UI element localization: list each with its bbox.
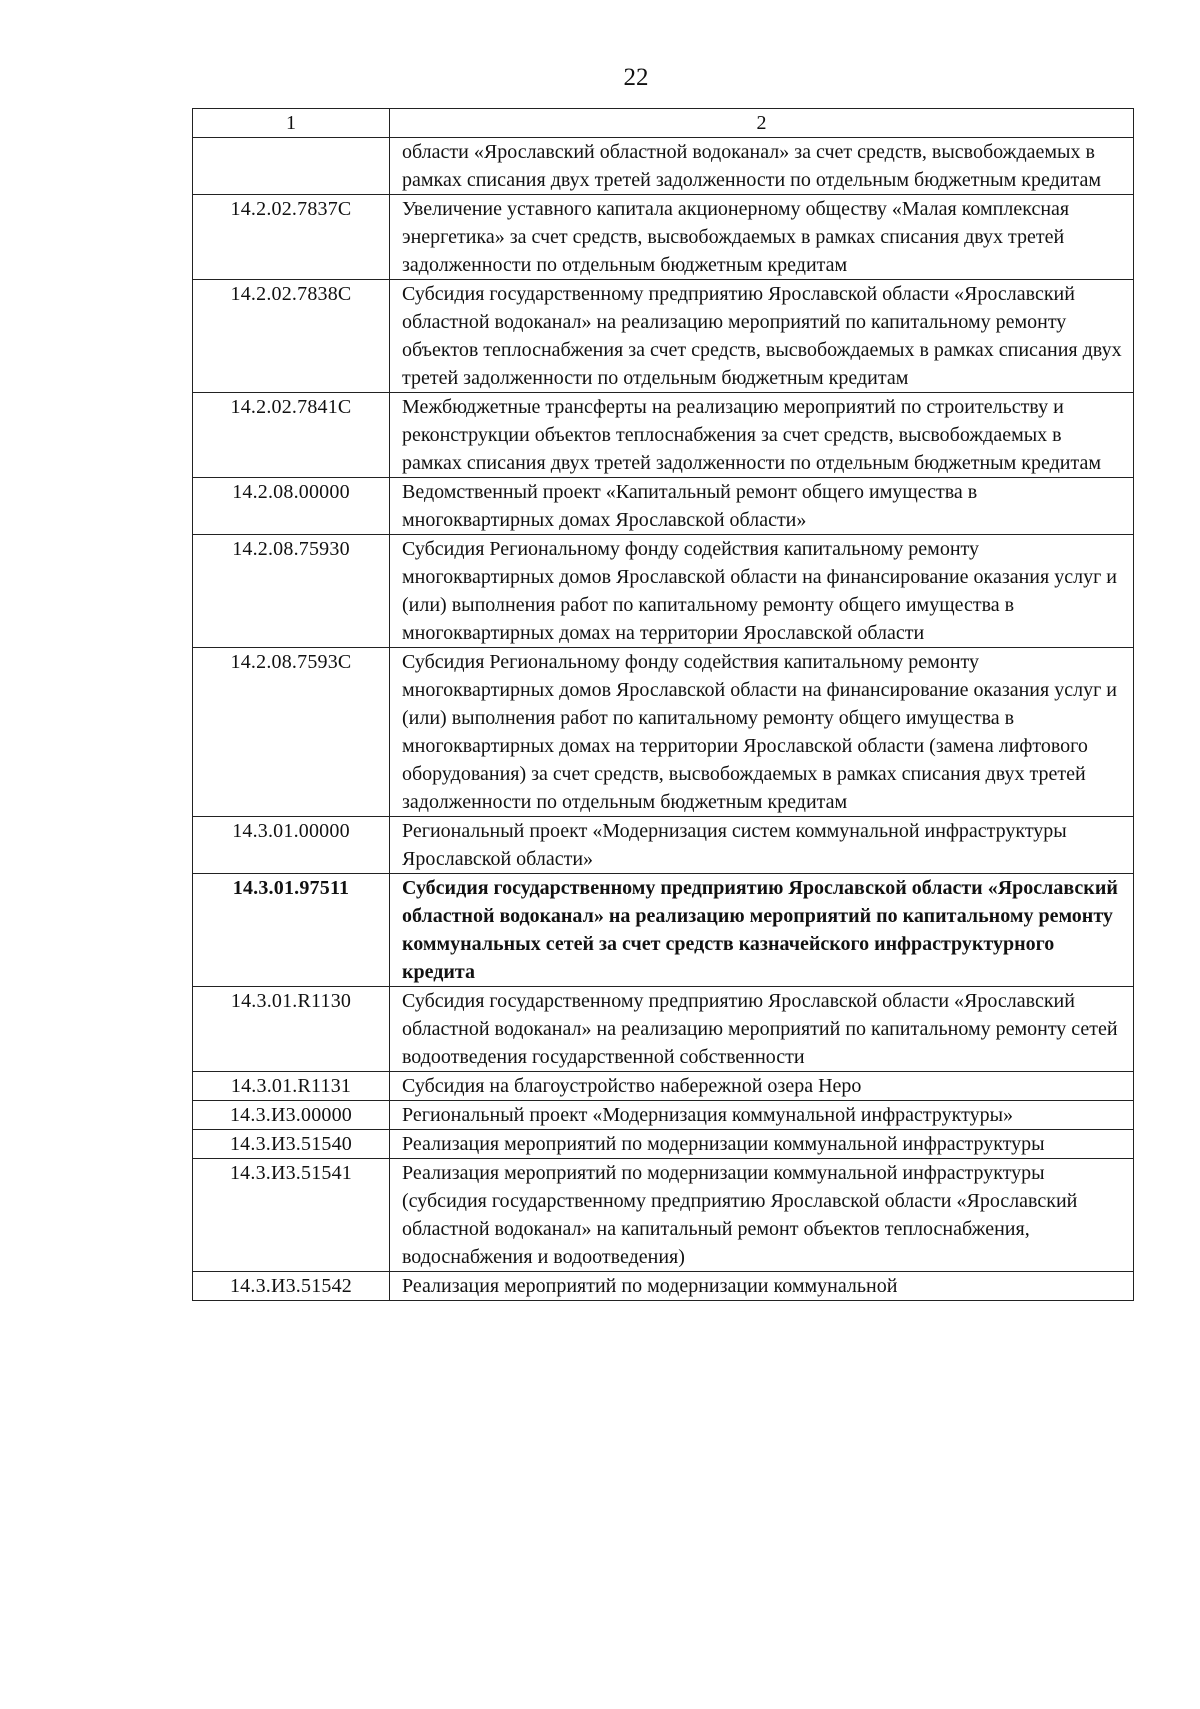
table-row [193,1130,1134,1159]
row-description: Региональный проект «Модернизация систем коммунальной инфраструктуры Ярославской области» [390,817,1134,874]
row-code: 14.3.И3.51540 [193,1130,390,1159]
row-code: 14.3.01.00000 [193,817,390,874]
row-code: 14.3.И3.00000 [193,1101,390,1130]
row-code: 14.2.08.00000 [193,478,390,535]
table-row [193,535,1134,648]
table-row [193,817,1134,874]
table-row [193,393,1134,478]
row-code: 14.2.02.7837С [193,195,390,280]
row-description: Субсидия Региональному фонду содействия капитальному ремонту многоквартирных домов Ярославской области на финансирование оказания услуг и (или) выполнения работ по капитальному ремонту общего имущества в многоквартирных домах на территории Ярославской области [390,535,1134,648]
row-code: 14.3.01.R1131 [193,1072,390,1101]
row-description: Региональный проект «Модернизация коммунальной инфраструктуры» [390,1101,1134,1130]
table-row [193,1072,1134,1101]
budget-codes-table [192,108,1134,1301]
row-code: 14.3.01.97511 [193,874,390,987]
table-row [193,1159,1134,1272]
row-description: Реализация мероприятий по модернизации коммунальной [390,1272,1134,1301]
row-description: Субсидия государственному предприятию Ярославской области «Ярославский областной водоканал» на реализацию мероприятий по капитальному ремонту сетей водоотведения государственной собственности [390,987,1134,1072]
row-description: Реализация мероприятий по модернизации коммунальной инфраструктуры [390,1130,1134,1159]
table-row [193,1272,1134,1301]
page-number: 22 [623,64,649,91]
row-description: Увеличение уставного капитала акционерному обществу «Малая комплексная энергетика» за счет средств, высвобождаемых в рамках списания двух третей задолженности по отдельным бюджетным кредитам [390,195,1134,280]
table-row [193,648,1134,817]
row-description: Ведомственный проект «Капитальный ремонт общего имущества в многоквартирных домах Ярославской области» [390,478,1134,535]
row-code: 14.3.И3.51542 [193,1272,390,1301]
row-description: Межбюджетные трансферты на реализацию мероприятий по строительству и реконструкции объектов теплоснабжения за счет средств, высвобождаемых в рамках списания двух третей задолженности по отдельным бюджетным кредитам [390,393,1134,478]
table-row [193,987,1134,1072]
row-code: 14.3.И3.51541 [193,1159,390,1272]
row-description: области «Ярославский областной водоканал» за счет средств, высвобождаемых в рамках списания двух третей задолженности по отдельным бюджетным кредитам [390,138,1134,195]
table-row [193,138,1134,195]
table-row [193,280,1134,393]
table-row [193,195,1134,280]
column-header-2: 2 [390,109,1134,138]
table-header-row [193,109,1134,138]
table-row [193,874,1134,987]
column-header-1: 1 [193,109,390,138]
row-code: 14.2.08.7593С [193,648,390,817]
table-row [193,1101,1134,1130]
table-row [193,478,1134,535]
row-description: Субсидия государственному предприятию Ярославской области «Ярославский областной водоканал» на реализацию мероприятий по капитальному ремонту коммунальных сетей за счет средств казначейского инфраструктурного кредита [390,874,1134,987]
row-code: 14.2.02.7838С [193,280,390,393]
row-code: 14.3.01.R1130 [193,987,390,1072]
row-description: Субсидия на благоустройство набережной озера Неро [390,1072,1134,1101]
row-code: 14.2.02.7841С [193,393,390,478]
row-code [193,138,390,195]
row-description: Субсидия государственному предприятию Ярославской области «Ярославский областной водоканал» на реализацию мероприятий по капитальному ремонту объектов теплоснабжения за счет средств, высвобождаемых в рамках списания двух третей задолженности по отдельным бюджетным кредитам [390,280,1134,393]
row-description: Субсидия Региональному фонду содействия капитальному ремонту многоквартирных домов Ярославской области на финансирование оказания услуг и (или) выполнения работ по капитальному ремонту общего имущества в многоквартирных домах на территории Ярославской области (замена лифтового оборудования) за счет средств, высвобождаемых в рамках списания двух третей задолженности по отдельным бюджетным кредитам [390,648,1134,817]
row-description: Реализация мероприятий по модернизации коммунальной инфраструктуры (субсидия государственному предприятию Ярославской области «Ярославский областной водоканал» на капитальный ремонт объектов теплоснабжения, водоснабжения и водоотведения) [390,1159,1134,1272]
row-code: 14.2.08.75930 [193,535,390,648]
